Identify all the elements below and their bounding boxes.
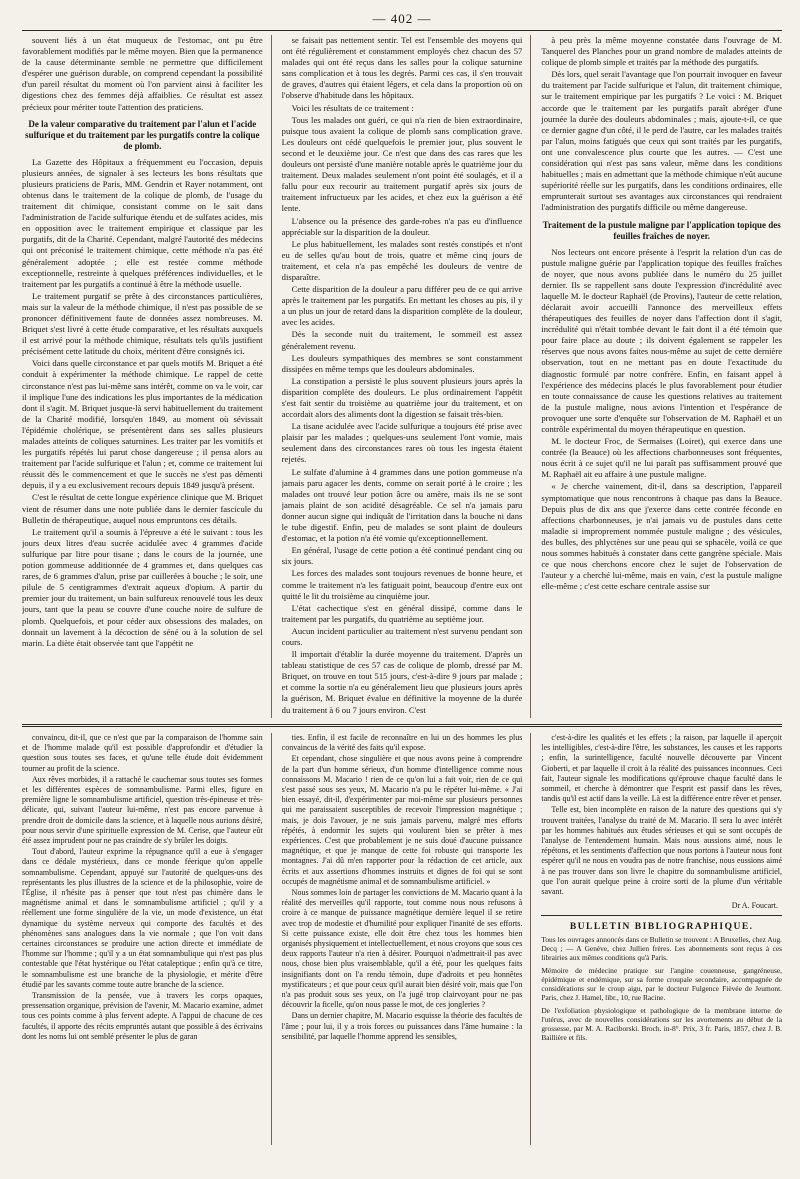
column-1 (22, 35, 272, 718)
paragraph: Nos lecteurs ont encore présente à l'esprit la relation d'un cas de pustule maligne guérie par l'application topique des feuilles fraîches de noyer, que nous avons publiée dans le numéro du 25 juillet dernier. Ils se rappellent sans doute l'expression d'incrédulité avec laquelle M. le docteur Raphaël (de Provins), l'auteur de cette relation, déclarait avoir accueilli l'annonce des merveilleux effets thérapeutiques des feuilles de noyer dans l'affection dont il s'agit, incrédulité qui n'était tombée devant le fait dont il a été témoin que pour faire place au doute ; ils doivent également se rappeler les réserves que nous avons faites nous-même au sujet de cette dernière observation, tout en ne mettant pas en doute l'exactitude du diagnostic formulé par notre confrère. Enfin, en faisant appel à l'expérience des médecins placés le plus favorablement pour étudier en toute connaissance de cause les questions relatives au traitement de la pustule maligne, nous avions l'intention et l'espérance de provoquer une sorte d'enquête sur l'observation de M. Raphaël et un contrôle expérimental du moyen thérapeutique en question. (541, 246, 782, 434)
paragraph: Transmission de la pensée, vue à travers les corps opaques, pressensation organique, prévision de l'avenir, M. Macario examine, admet tous ces points comme à plus fervent adepte. A l'appui de chacune de ces facultés, il apporte des récits empruntés autant que possible à des écrivains dont les noms lui ont semblé présenter le plus de garan (22, 991, 263, 1041)
paragraph: La constipation a persisté le plus souvent plusieurs jours après la disparition complète des douleurs. Le plus ordinairement l'appétit s'est fait sentir du troisième au quatrième jour du traitement, et on accordait alors des aliments dont la digestion se faisait très-bien. (281, 375, 523, 420)
paragraph: Il importait d'établir la durée moyenne du traitement. D'après un tableau statistique de ces 57 cas de colique de plomb, dressé par M. Briquet, on trouve en tout 515 jours, c'est-à-dire 9 jours par malade ; et comme la sortie n'a eu généralement lieu que plusieurs jours après la guérison, M. Briquet évalue en définitive la moyenne de la durée du traitement à 6 ou 7 jours environ. C'est (281, 649, 523, 715)
paragraph: Aux rêves morbides, il a rattaché le cauchemar sous toutes ses formes et les différentes espèces de somnambulisme. Parmi elles, figure en première ligne le somnambulisme artificiel, question très-épineuse et très-délicate, qui, suivant l'auteur lui-même, n'est pas encore parvenue à prendre droit de domicile dans la science, et à laquelle nous aurions désiré, pour nous servir d'une spirituelle expression de M. Cerise, que l'auteur eût été assez imprudent pour ne pas craindre de s'y brûler les doigts. (22, 774, 263, 846)
paragraph: à peu près la même moyenne constatée dans l'ouvrage de M. Tanquerel des Planches pour un grand nombre de malades atteints de colique de plomb simple et traités par la méthode des purgatifs. (541, 35, 782, 68)
paragraph: En général, l'usage de cette potion a été continué pendant cinq ou six jours. (281, 545, 523, 567)
page-number: — 402 — (372, 11, 432, 26)
bulletin-note: Tous les ouvrages annoncés dans ce Bulletin se trouvent : A Bruxelles, chez Aug. Decq ; — A Genève, chez Jullien frères. Les abonnements sont reçus à ces librairies aux mêmes conditions qu'à Paris. (541, 934, 782, 962)
paragraph: Voici dans quelle circonstance et par quels motifs M. Briquet a été conduit à expérimenter la méthode chimique. Le rappel de cette circonstance n'est pas lui-même sans intérêt, comme on va le voir, car il implique l'une des indications les plus importantes de la médication dont il s'agit. M. Briquet jusque-là servi habituellement du traitement de la Charité modifié, lorsqu'en 1849, au moment où sévissait l'épidémie cholérique, se présentèrent dans ses salles plusieurs malades atteints de coliques saturnines. Les traiter par les vomitifs et les purgatifs répétés lui parut chose dangereuse ; il pensa alors au traitement par l'acide sulfurique et l'alun ; et, comme ce traitement lui réussit dès le commencement et que le succès ne s'est pas démenti depuis, il y a eu exclusivement recours depuis 1849 jusqu'à présent. (22, 358, 263, 491)
column-2 (282, 35, 532, 718)
paragraph: ties. Enfin, il est facile de reconnaître en lui un des hommes les plus convaincus de la vérité des faits qu'il expose. (281, 733, 523, 753)
paragraph: c'est-à-dire les qualités et les effets ; la raison, par laquelle il aperçoit les intelligibles, c'est-à-dire l'être, les substances, les causes et les rapports ; enfin, la surintelligence, faculté nouvelle découverte par Vincent Gioberti, et par laquelle il croit à la réalité des puissances inconnues. Ceci fait, l'auteur signale les modifications qu'éprouve chaque faculté dans le sommeil, et cherche à démontrer que l'esprit est passif dans les rêves, tandis qu'il est actif dans la veille. Là est la différence entre rêver et penser. (541, 733, 782, 804)
paragraph: Les douleurs sympathiques des membres se sont constamment dissipées en même temps que les douleurs abdominales. (281, 352, 523, 374)
paragraph: souvent liés à un état muqueux de l'estomac, ont pu être favorablement modifiés par le même moyen. Bien que la permanence de la cause déterminante semble ne permettre que difficilement d'espérer une guérison durable, on comprend cependant la possibilité d'un pareil résultat du moment où l'on parvient ainsi à faciliter les digestions chez des femmes déjà affaiblies. Ce résultat est assez précieux pour mériter toute l'attention des praticiens. (22, 35, 263, 112)
lower-column-1 (22, 733, 272, 1145)
bibliography-entry: Mémoire de médecine pratique sur l'angine couenneuse, gangréneuse, épidémique et endémique, sur sa forme croupale secondaire, accompagnée de considérations sur le croup aigu, par le docteur Fulgence Fièvée de Jeumont. Paris, chez J. Hamel, libr., 10, rue Racine. (541, 965, 782, 1002)
paragraph: Le traitement purgatif se prête à des circonstances particulières, mais sur la valeur de la méthode chimique, il n'est pas possible de se prononcer définitivement faute de données assez nombreuses. M. Briquet s'est livré à cette étude comparative, et les résultats auxquels il est arrivé pour la méthode chimique, résultats tels qu'ils justifient précisément cette latitude du choix, méritent d'être consignés ici. (22, 290, 263, 357)
paragraph: Dans un dernier chapitre, M. Macario esquisse la théorie des facultés de l'âme ; pour lui, il y a trois forces ou puissances dans l'âme humaine : la sensibilité, par laquelle l'homme apprend les sensibles, (281, 1011, 523, 1041)
paragraph: M. le docteur Froc, de Sermaises (Loiret), qui exerce dans une contrée (la Beauce) où les affections charbonneuses sont fréquentes, nous écrit à ce sujet qu'il ne lui paraît pas suffisamment prouvé que M. Raphaël ait eu affaire à une pustule maligne. (541, 436, 782, 480)
paragraph: Le sulfate d'alumine à 4 grammes dans une potion gommeuse n'a jamais paru agacer les dents, comme on serait porté à le croire ; les malades ont trouvé leur potion âcre ou amère, mais ils ne se sont jamais plaint de son acidité désagréable. Ce sel n'a jamais paru donner aucun signe qui indiquât de l'irritation dans la bouche ni dans le tube digestif. Enfin, peu de malades se sont plaint de douleurs d'estomac, et la potion n'a été vomie qu'exceptionnellement. (281, 466, 523, 544)
paragraph: Dès lors, quel serait l'avantage que l'on pourrait invoquer en faveur du traitement par l'acide sulfurique et l'alun, dit traitement chimique, sur le traitement empirique par les purgatifs ? Le voici : M. Briquet accorde que le traitement par les purgatifs paraît abréger d'une journée la durée des douleurs abdominales ; mais, ajoute-t-il, ce que ce dernier gagne d'un côté, il le perd de l'autre, car les malades traités par l'alun, moins fatigués que ceux qui sont traités par les purgatifs, ont une convalescence plus courte que les autres. — C'est une considération qui n'est pas sans valeur, même dans les conditions habituelles ; mais en admettant que la méthode chimique n'eût aucune supériorité réelle sur les purgatifs, dans les conditions ordinaires, elle emprunterait surtout ses avantages aux circonstances qui rendraient l'administration des purgatifs difficile ou même dangereuse. (541, 69, 782, 213)
paragraph: Telle est, bien incomplète en raison de la nature des questions qui s'y trouvent traitées, l'analyse du traité de M. Macario. Il sera lu avec intérêt par les hommes habitués aux études sérieuses et qui se sont occupés de l'analyse de l'entendement humain. Mais nous aussions aimé, nous le répétons, et les sentiments d'affection que nous portons à l'auteur nous font espérer qu'il ne nous en voudra pas de notre franchise, nous eussions aimé à ne pas trouver dans son livre le chapitre du somnambulisme artificiel, que l'on aurait quelque peine à croire sorti de la plume d'un véritable savant. (541, 805, 782, 897)
paragraph: Les forces des malades sont toujours revenues de bonne heure, et comme le traitement n'a les fatiguait point, beaucoup d'entre eux ont quitté le lit du troisième au cinquième jour. (281, 568, 523, 601)
section-rule (541, 915, 782, 916)
paragraph: Tout d'abord, l'auteur exprime la répugnance qu'il a eue à s'engager dans ce dédale mystérieux, dans ce monde féerique qu'on appelle somnambulisme. Cependant, appuyé sur l'autorité de quelques-uns des représentants les plus illustres de la science et de la philosophie, voire de l'Église, il n'hésite pas à penser que tout n'est pas chimère dans le magnétisme animal et dans le somnambulisme artificiel ; qu'il y a réellement une forme singulière de la vie, un mode d'existence, un état dynamique du système nerveux qui comporte des facultés et des phénomènes sans analogues dans la vie normale ; que l'on voit dans certaines circonstances se produire une action directe et immédiate de l'homme sur l'homme ; qu'il y a un état somnambulique qui n'est pas plus contestable que l'état hystérique ou l'état cataleptique ; enfin qu'à ce titre, le somnambulisme est une branche de la physiologie, et mérite d'être étudié par les savants comme toute autre branche de la science. (22, 847, 263, 989)
paragraph: Dès la seconde nuit du traitement, le sommeil est assez généralement revenu. (281, 329, 523, 351)
bulletin-title: BULLETIN BIBLIOGRAPHIQUE. (569, 922, 754, 933)
paragraph: La tisane acidulée avec l'acide sulfurique a toujours été prise avec plaisir par les malades ; quelques-uns seulement l'ont vomie, mais seulement dans des circonstances rares où tous les ingesta étaient rejetés. (281, 421, 523, 465)
paragraph: convaincu, dit-il, que ce n'est que par la comparaison de l'homme sain et de l'homme malade qu'il est possible d'approfondir et d'étudier la question sous toutes ses faces, et qu'une telle étude doit évidemment tourner au profit de la science. (22, 733, 263, 773)
lower-column-3 (541, 733, 782, 1145)
paragraph: Cette disparition de la douleur a paru différer peu de ce qui arrive après le traitement par les purgatifs. En mettant les choses au pis, il y a un plus un jour de retard dans la disparition complète de la douleur, avec les acides. (281, 284, 523, 328)
paragraph: Tous les malades ont guéri, ce qui n'a rien de bien extraordinaire, puisque tous avaient la colique de plomb sans complication grave. Les douleurs ont cédé quelquefois le premier jour, plus souvent le second et le deuxième jour. Ce n'est que dans des cas rares que les douleurs ont persisté d'une manière notable après le quatrième jour du traitement. Deux malades seulement n'ont point été soulagés, et il a fallu pour eux recourir au traitement purgatif après six jours de traitement infructueux par les acides, et chez eux la guérison a été lente. (281, 114, 523, 214)
paragraph: La Gazette des Hôpitaux a fréquemment eu l'occasion, depuis plusieurs années, de signaler à ses lecteurs les bons résultats que plusieurs praticiens de Paris, MM. Gendrin et Rayer notamment, ont obtenus dans le traitement de la colique de plomb, de l'usage du traitement dit chimique, consistant comme on le sait dans l'administration de l'acide sulfurique étendu et de sulfates acides, mis en opposition avec le traitement empirique et classique par les purgatifs, dit de la Charité. Cependant, malgré l'autorité des médecins qui ont préconisé le traitement chimique, cette méthode n'a pas été généralement adoptée ; elle est restée comme méthode exceptionnelle, restreinte à quelques préférences individuelles, et le traitement par les purgatifs a continué à être la méthode usuelle. (22, 156, 263, 289)
paragraph: C'est le résultat de cette longue expérience clinique que M. Briquet vient de résumer dans une note publiée dans le dernier fascicule du Bulletin de thérapeutique, auquel nous empruntons ces détails. (22, 492, 263, 525)
author-signature: Dr A. Foucart. (731, 901, 779, 911)
paragraph: Voici les résultats de ce traitement : (291, 102, 414, 113)
upper-section (22, 35, 782, 718)
column-3 (541, 35, 782, 718)
paragraph: L'état cachectique s'est en général dissipé, comme dans le traitement par les purgatifs, du quatrième au septième jour. (281, 602, 523, 624)
paragraph: Le traitement qu'il a soumis à l'épreuve a été le suivant : tous les jours deux litres d'eau sucrée acidulée avec 4 grammes d'acide sulfurique par litre pour tisane ; dans le cours de la journée, une potion gommeuse additionnée de 4 grammes et, dans quelques cas rares, de 6 grammes d'alun, prise par cuillerées à bouche ; le soir, une pilule de 5 centigrammes d'extrait aqueux d'opium. A partir du premier jour du traitement, un bain sulfureux renouvelé tous les deux jours, tant que la peau se couvre d'une couche noire de sulfure de plomb. Quelquefois, et pour céder aux obsessions des malades, on donnait un lavement à la décoction de séné ou à la solution de sel marin. La diète était observée tant que l'appétit ne (22, 526, 263, 648)
feuilleton-divider (22, 724, 782, 727)
bibliography-entry: De l'exfoliation physiologique et pathologique de la membrane interne de l'utérus, avec de nouvelles considérations sur les avortements au début de la grossesse, par M. A. Raciborski. Broch. in-8°. Prix, 3 fr. Paris, 1857, chez J. B. Baillière et fils. (541, 1005, 782, 1042)
article-heading-lead-colic: De la valeur comparative du traitement par l'alun et l'acide sulfurique et du traitement par les purgatifs contre la colique de plomb. (25, 118, 260, 151)
lower-section (22, 733, 782, 1145)
paragraph: Et cependant, chose singulière et que nous avons peine à comprendre de la part d'un homme sérieux, d'un homme d'intelligence comme nous connaissons M. Macario ! rien de ce qu'on lui a fait voir, rien de ce qui s'est passé sous ses yeux, M. Macario n'a pu le répéter lui-même. « J'ai bien essayé, dit-il, d'expérimenter par moi-même sur plusieurs personnes qui me paraissaient susceptibles de recevoir l'impression magnétique ; mais, je dois l'avouer, je ne suis jamais parvenu, malgré mes efforts répétés, à endormir les sujets qui voulurent bien se prêter à mes expériences. C'est que probablement je ne suis doué d'aucune puissance magnétique, et que je manque de cette foi robuste qui transporte les montagnes. J'ai dû m'en rapporter pour la rédaction de cet article, aux écrits et aux assertions d'hommes instruits et dignes de foi qui se sont occupés de magnétisme animal et de somnambulisme artificiel. » (281, 754, 523, 886)
paragraph: « Je cherche vainement, dit-il, dans sa description, l'appareil symptomatique que nous rencontrons à chaque pas dans la Beauce. Depuis plus de dix ans que j'exerce dans cette contrée féconde en affections charbonneuses, je n'ai jamais vu de pustules dans cette maladie si improprement nommée pustule maligne ; des vésicules, des bulles, des phlyctènes sur une peau qui se sphacèle, voilà ce que nous sommes habitués à constater dans cette gangrène spéciale. Mais ce que nous cherchons encore chez le sujet de l'observation de l'auteur y a cherché lui-même, mais en vain, c'est la pustule maligne elle-même ; c'est cette eschare centrale assise sur (541, 481, 782, 592)
header-rule (22, 30, 782, 31)
paragraph: L'absence ou la présence des garde-robes n'a pas eu d'influence appréciable sur la disparition de la douleur. (281, 215, 523, 237)
paragraph: Nous sommes loin de partager les convictions de M. Macario quant à la réalité des merveilles qu'il rapporte, tout comme nous nous refusons à croire à ce manque de puissance magnétique dernière lequel il se retire avec trop de modestie et d'humilité pour expliquer l'inanité de ses efforts. Si cette puissance existe, elle doit être chez tous les hommes bien organisés physiquement et intellectuellement, et nous croyons que sous ces deux rapports l'auteur n'a rien à désirer. Pourquoi n'admettrait-il pas avec nous, chose bien plus vraisemblable, qu'il a été, pour les quelques faits insignifiants dont on l'a rendu témoin, dupe d'adroits et peu honnêtes mystificateurs ; et que pour ceux qu'il aurait bien désiré voir, mais que l'on n'a pas produit sous ses yeux, on l'a jugé trop clairvoyant pour ne pas découvrir la ficelle, qu'on nous passe le mot, de ces jongleries ? (281, 888, 523, 1010)
paragraph: se faisait pas nettement sentir. Tel est l'ensemble des moyens qui ont été régulièrement et constamment employés chez chacun des 57 malades qui ont été reçus dans les salles pour la colique saturnine sans complication et à tous les degrés. Parmi ces cas, il s'en trouvait de graves, d'autres qui étaient légers, et cela dans la proportion où on l'observe d'habitude dans les hôpitaux. (281, 35, 523, 101)
lower-column-2 (282, 733, 532, 1145)
article-heading-pustule: Traitement de la pustule maligne par l'application topique des feuilles fraîches de noyer. (542, 219, 781, 241)
paragraph: Le plus habituellement, les malades sont restés constipés et n'ont eu de selles qu'au bout de trois, quatre et même cinq jours de traitement, et cela n'a pas empêché les douleurs de ventre de disparaître. (281, 238, 523, 282)
paragraph: Aucun incident particulier au traitement n'est survenu pendant son cours. (281, 625, 523, 647)
